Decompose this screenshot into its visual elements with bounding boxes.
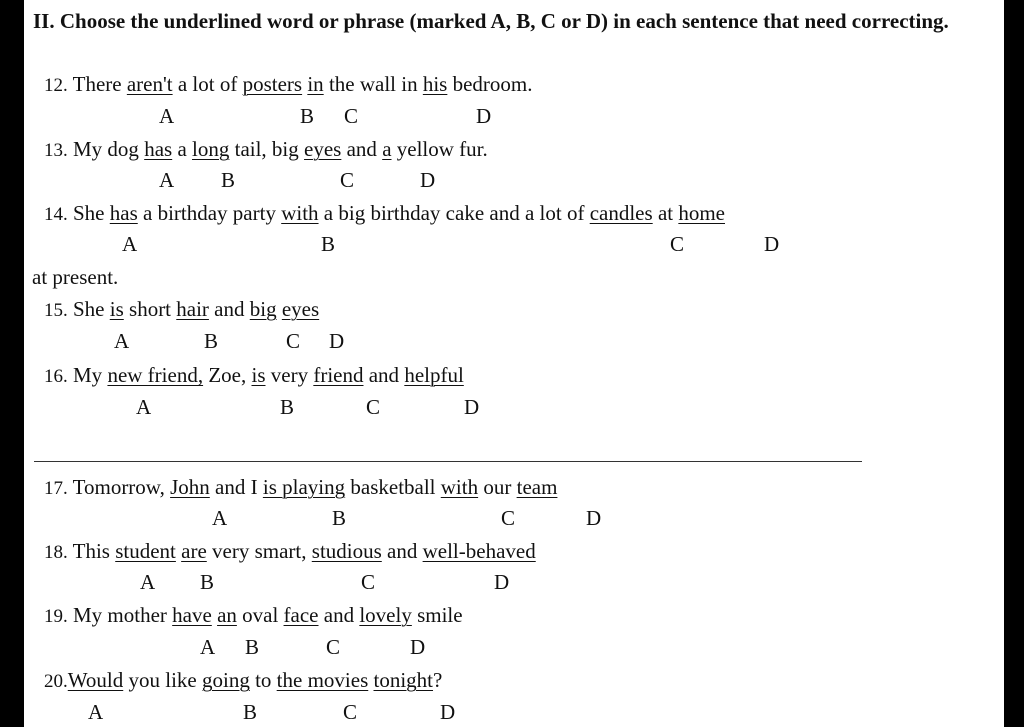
q17-label-a: A bbox=[212, 506, 228, 530]
option-d-text: a bbox=[382, 137, 392, 161]
option-c-text: friend bbox=[313, 363, 364, 387]
q12-label-d: D bbox=[476, 104, 492, 128]
q15-label-a: A bbox=[114, 329, 130, 353]
q18-label-b: B bbox=[200, 570, 215, 594]
option-d-text: lovely bbox=[359, 603, 412, 627]
question-number: 17. bbox=[44, 478, 68, 499]
q12-label-b: B bbox=[300, 104, 315, 128]
option-b-text: are bbox=[181, 539, 207, 563]
question-14-continuation: at present. bbox=[32, 265, 119, 289]
q13-label-c: C bbox=[340, 168, 355, 192]
option-b-text: hair bbox=[176, 297, 209, 321]
q13-label-b: B bbox=[221, 168, 236, 192]
option-a-text: new friend, bbox=[107, 363, 204, 387]
q12-label-a: A bbox=[159, 104, 175, 128]
question-20: 20.Would you like going to the movies tonight? bbox=[44, 668, 443, 692]
q14-label-c: C bbox=[670, 232, 685, 256]
q17-label-c: C bbox=[501, 506, 516, 530]
option-c-text: in bbox=[307, 72, 324, 96]
option-a-text: John bbox=[170, 475, 210, 499]
section-divider bbox=[34, 461, 862, 462]
q15-label-b: B bbox=[204, 329, 219, 353]
option-c-text: studious bbox=[311, 539, 382, 563]
q14-label-b: B bbox=[321, 232, 336, 256]
q15-label-c: C bbox=[286, 329, 301, 353]
q17-label-d: D bbox=[586, 506, 602, 530]
question-16: 16. My new friend, Zoe, is very friend and helpful bbox=[44, 363, 464, 387]
q16-label-a: A bbox=[136, 395, 152, 419]
option-c-text: big bbox=[249, 297, 277, 321]
option-b-text: going bbox=[201, 668, 250, 692]
q15-label-d: D bbox=[329, 329, 345, 353]
q20-label-d: D bbox=[440, 700, 456, 724]
question-17: 17. Tomorrow, John and I is playing basketball with our team bbox=[44, 475, 558, 499]
option-c-text: face bbox=[283, 603, 319, 627]
q19-label-c: C bbox=[326, 635, 341, 659]
question-19: 19. My mother have an oval face and lovely smile bbox=[44, 603, 463, 627]
option-d-text: helpful bbox=[404, 363, 464, 387]
q20-label-b: B bbox=[243, 700, 258, 724]
option-c-text: candles bbox=[589, 201, 653, 225]
q20-label-a: A bbox=[88, 700, 104, 724]
option-c-text: with bbox=[440, 475, 479, 499]
q18-label-a: A bbox=[140, 570, 156, 594]
question-number: 20. bbox=[44, 671, 68, 692]
question-number: 18. bbox=[44, 542, 68, 563]
question-number: 13. bbox=[44, 140, 68, 161]
q14-label-d: D bbox=[764, 232, 780, 256]
option-b-text: is playing bbox=[262, 475, 346, 499]
q16-label-d: D bbox=[464, 395, 480, 419]
q16-label-c: C bbox=[366, 395, 381, 419]
question-13: 13. My dog has a long tail, big eyes and a yellow fur. bbox=[44, 137, 488, 161]
option-c-text: the movies bbox=[276, 668, 369, 692]
option-d-text: tonight bbox=[373, 668, 434, 692]
option-b-text: posters bbox=[242, 72, 303, 96]
section-title: II. Choose the underlined word or phrase (marked A, B, C or D) in each sentence that need correcting. bbox=[33, 9, 949, 33]
question-18: 18. This student are very smart, studious and well-behaved bbox=[44, 539, 536, 563]
option-d-text: team bbox=[516, 475, 558, 499]
option-d-text: well-behaved bbox=[422, 539, 536, 563]
question-number: 14. bbox=[44, 204, 68, 225]
q19-label-b: B bbox=[245, 635, 260, 659]
q19-label-a: A bbox=[200, 635, 216, 659]
q19-label-d: D bbox=[410, 635, 426, 659]
q18-label-c: C bbox=[361, 570, 376, 594]
q16-label-b: B bbox=[280, 395, 295, 419]
option-a-text: Would bbox=[67, 668, 124, 692]
question-12: 12. There aren't a lot of posters in the wall in his bedroom. bbox=[44, 72, 533, 96]
q13-label-a: A bbox=[159, 168, 175, 192]
option-a-text: is bbox=[109, 297, 124, 321]
option-b-text: is bbox=[251, 363, 266, 387]
question-number: 19. bbox=[44, 606, 68, 627]
question-number: 15. bbox=[44, 300, 68, 321]
question-number: 12. bbox=[44, 75, 68, 96]
option-a-text: have bbox=[172, 603, 212, 627]
option-d-text: his bbox=[422, 72, 448, 96]
option-a-text: has bbox=[144, 137, 173, 161]
option-b-text: with bbox=[281, 201, 319, 225]
q12-label-c: C bbox=[344, 104, 359, 128]
option-d-text: home bbox=[678, 201, 725, 225]
option-a-text: has bbox=[109, 201, 138, 225]
q17-label-b: B bbox=[332, 506, 347, 530]
q20-label-c: C bbox=[343, 700, 358, 724]
question-number: 16. bbox=[44, 366, 68, 387]
option-b-text: an bbox=[217, 603, 237, 627]
worksheet-page bbox=[24, 0, 1004, 727]
option-a-text: student bbox=[115, 539, 176, 563]
option-c-text: eyes bbox=[304, 137, 342, 161]
question-15: 15. She is short hair and big eyes bbox=[44, 297, 320, 321]
option-a-text: aren't bbox=[126, 72, 173, 96]
option-b-text: long bbox=[192, 137, 230, 161]
question-14: 14. She has a birthday party with a big birthday cake and a lot of candles at home bbox=[44, 201, 725, 225]
q13-label-d: D bbox=[420, 168, 436, 192]
q14-label-a: A bbox=[122, 232, 138, 256]
q18-label-d: D bbox=[494, 570, 510, 594]
option-d-text: eyes bbox=[281, 297, 320, 321]
